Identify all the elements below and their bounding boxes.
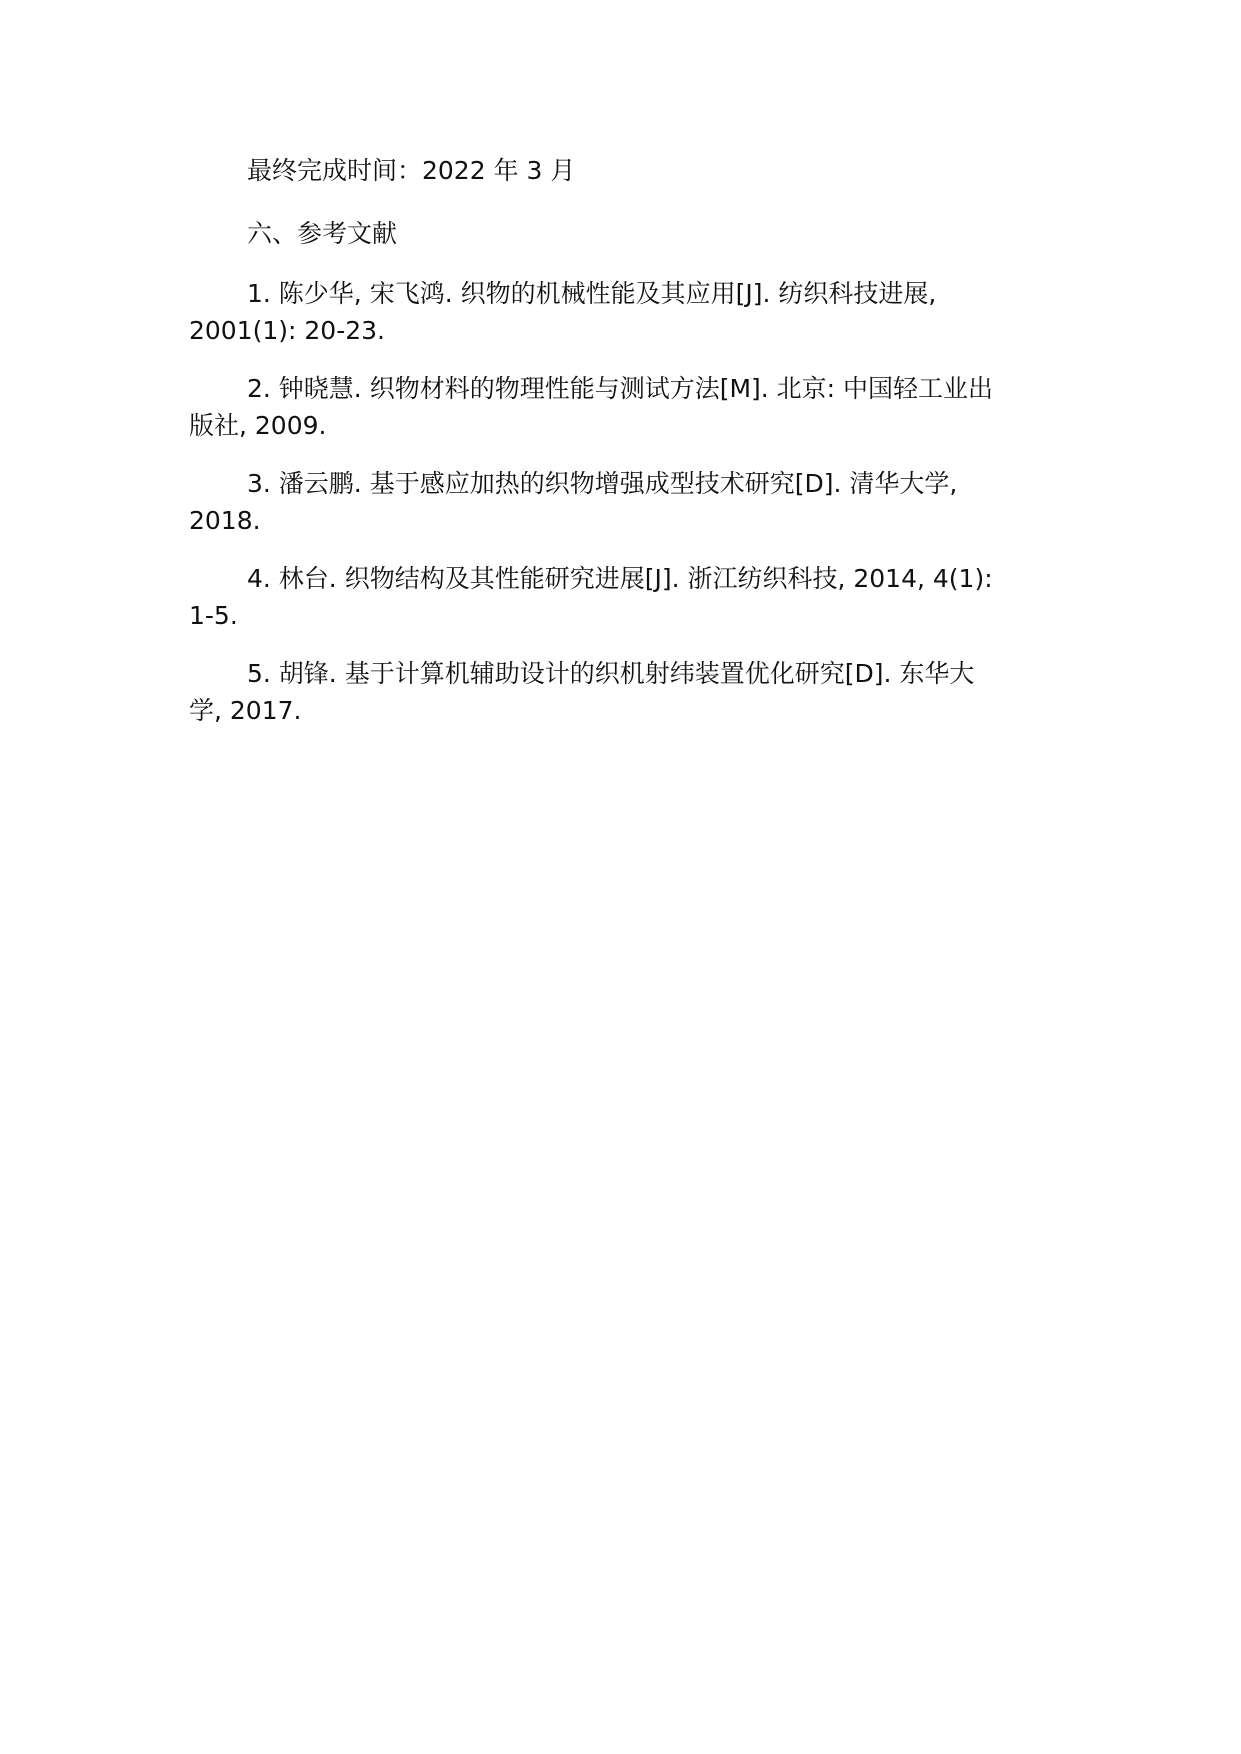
reference-item [189, 275, 1049, 349]
reference-line: 版社, 2009. [189, 411, 327, 440]
reference-line: 4. 林台. 织物结构及其性能研究进展[J]. 浙江纺织科技, 2014, 4(1): [247, 564, 993, 593]
reference-line: 2001(1): 20-23. [189, 316, 385, 345]
reference-line: 5. 胡锋. 基于计算机辅助设计的织机射纬装置优化研究[D]. 东华大 [247, 659, 975, 688]
reference-line: 2. 钟晓慧. 织物材料的物理性能与测试方法[M]. 北京: 中国轻工业出 [247, 374, 994, 403]
section-heading: 六、参考文献 [247, 219, 398, 248]
reference-item [189, 560, 1049, 634]
document-body [189, 152, 1049, 750]
reference-item [189, 465, 1049, 539]
completion-time-line: 最终完成时间：2022 年 3 月 [247, 156, 576, 185]
reference-item [189, 370, 1049, 444]
reference-line: 2018. [189, 506, 261, 535]
reference-line: 1-5. [189, 601, 238, 630]
reference-line: 学, 2017. [189, 696, 302, 725]
reference-item [189, 655, 1049, 729]
reference-line: 3. 潘云鹏. 基于感应加热的织物增强成型技术研究[D]. 清华大学, [247, 469, 958, 498]
reference-line: 1. 陈少华, 宋飞鸿. 织物的机械性能及其应用[J]. 纺织科技进展, [247, 279, 937, 308]
